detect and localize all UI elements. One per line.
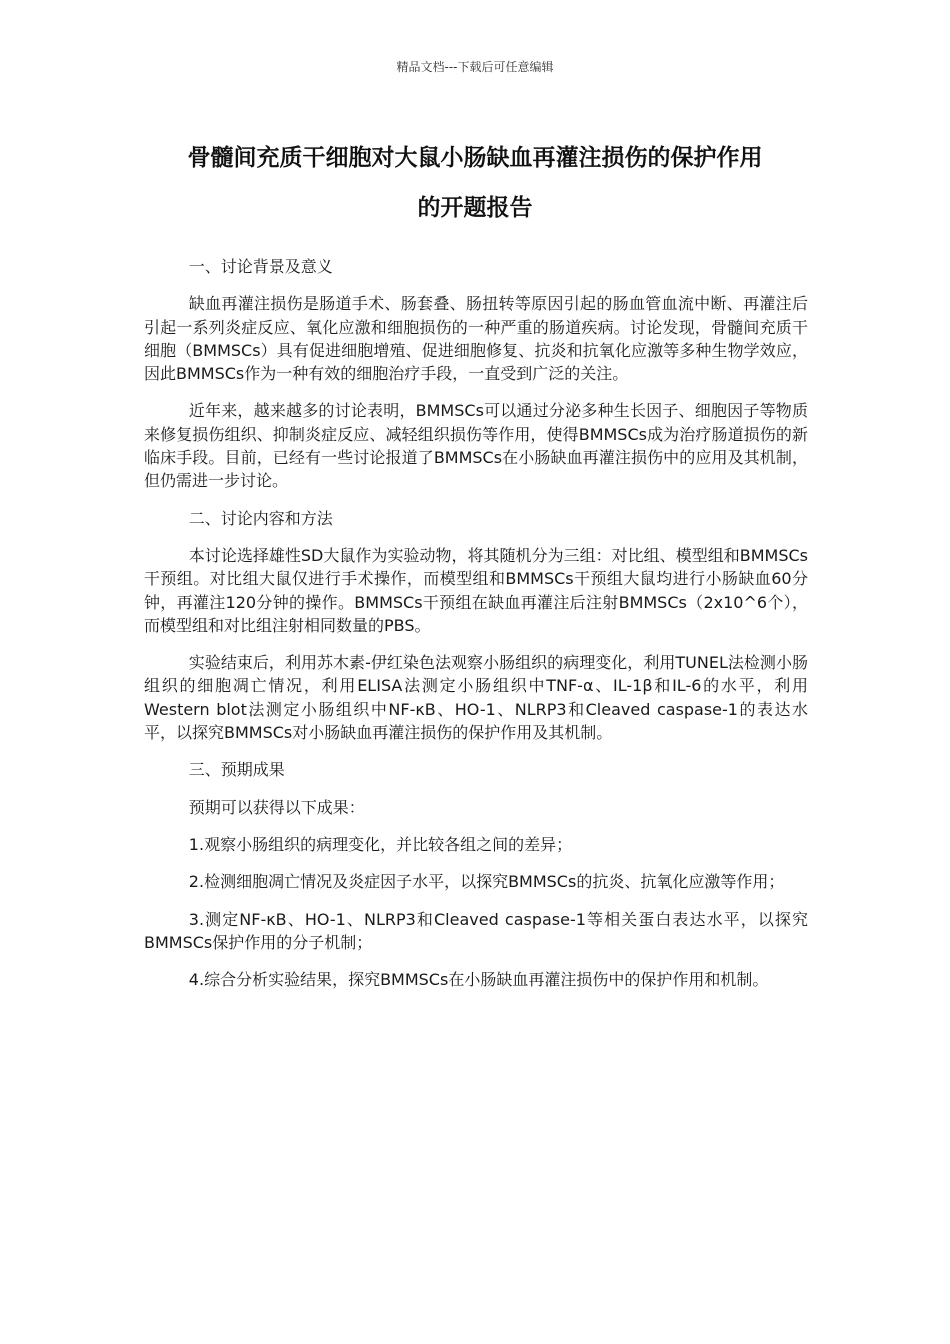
document-body	[144, 255, 808, 1005]
title-line-2: 的开题报告	[417, 195, 533, 221]
paragraph-methods-2: 实验结束后，利用苏木素-伊红染色法观察小肠组织的病理变化，利用TUNEL法检测小肠组织的细胞凋亡情况，利用ELISA法测定小肠组织中TNF-α、IL-1β和IL-6的水平，利用Western blot法测定小肠组织中NF-κB、HO-1、NLRP3和Cleaved caspase-1的表达水平，以探究BMMSCs对小肠缺血再灌注损伤的保护作用及其机制。	[144, 653, 808, 743]
header-note: 精品文档---下载后可任意编辑	[396, 60, 554, 74]
expected-result-item-2: 2.检测细胞凋亡情况及炎症因子水平，以探究BMMSCs的抗炎、抗氧化应激等作用；	[188, 872, 785, 892]
document-title	[140, 133, 810, 233]
paragraph-background-1: 缺血再灌注损伤是肠道手术、肠套叠、肠扭转等原因引起的肠血管血流中断、再灌注后引起一系列炎症反应、氧化应激和细胞损伤的一种严重的肠道疾病。讨论发现，骨髓间充质干细胞（BMMSCs）具有促进细胞增殖、促进细胞修复、抗炎和抗氧化应激等多种生物学效应，因此BMMSCs作为一种有效的细胞治疗手段，一直受到广泛的关注。	[144, 294, 808, 384]
paragraph-methods-1: 本讨论选择雄性SD大鼠作为实验动物，将其随机分为三组：对比组、模型组和BMMSCs干预组。对比组大鼠仅进行手术操作，而模型组和BMMSCs干预组大鼠均进行小肠缺血60分钟，再灌注120分钟的操作。BMMSCs干预组在缺血再灌注后注射BMMSCs（2x10^6个），而模型组和对比组注射相同数量的PBS。	[144, 545, 808, 635]
title-line-1: 骨髓间充质干细胞对大鼠小肠缺血再灌注损伤的保护作用	[187, 145, 763, 171]
expected-result-item-1: 1.观察小肠组织的病理变化，并比较各组之间的差异；	[188, 834, 573, 854]
section-heading-background: 一、讨论背景及意义	[188, 257, 333, 276]
expected-result-item-4: 4.综合分析实验结果，探究BMMSCs在小肠缺血再灌注损伤中的保护作用和机制。	[188, 970, 769, 990]
section-heading-methods: 二、讨论内容和方法	[188, 508, 333, 528]
expected-result-item-3: 3.测定NF-κB、HO-1、NLRP3和Cleaved caspase-1等相关蛋白表达水平，以探究BMMSCs保护作用的分子机制；	[144, 909, 808, 952]
paragraph-expected-intro: 预期可以获得以下成果：	[188, 797, 365, 817]
paragraph-background-2: 近年来，越来越多的讨论表明，BMMSCs可以通过分泌多种生长因子、细胞因子等物质来修复损伤组织、抑制炎症反应、减轻组织损伤等作用，使得BMMSCs成为治疗肠道损伤的新临床手段。目前，已经有一些讨论报道了BMMSCs在小肠缺血再灌注损伤中的应用及其机制，但仍需进一步讨论。	[144, 401, 808, 491]
section-heading-expected-results: 三、预期成果	[188, 760, 285, 780]
